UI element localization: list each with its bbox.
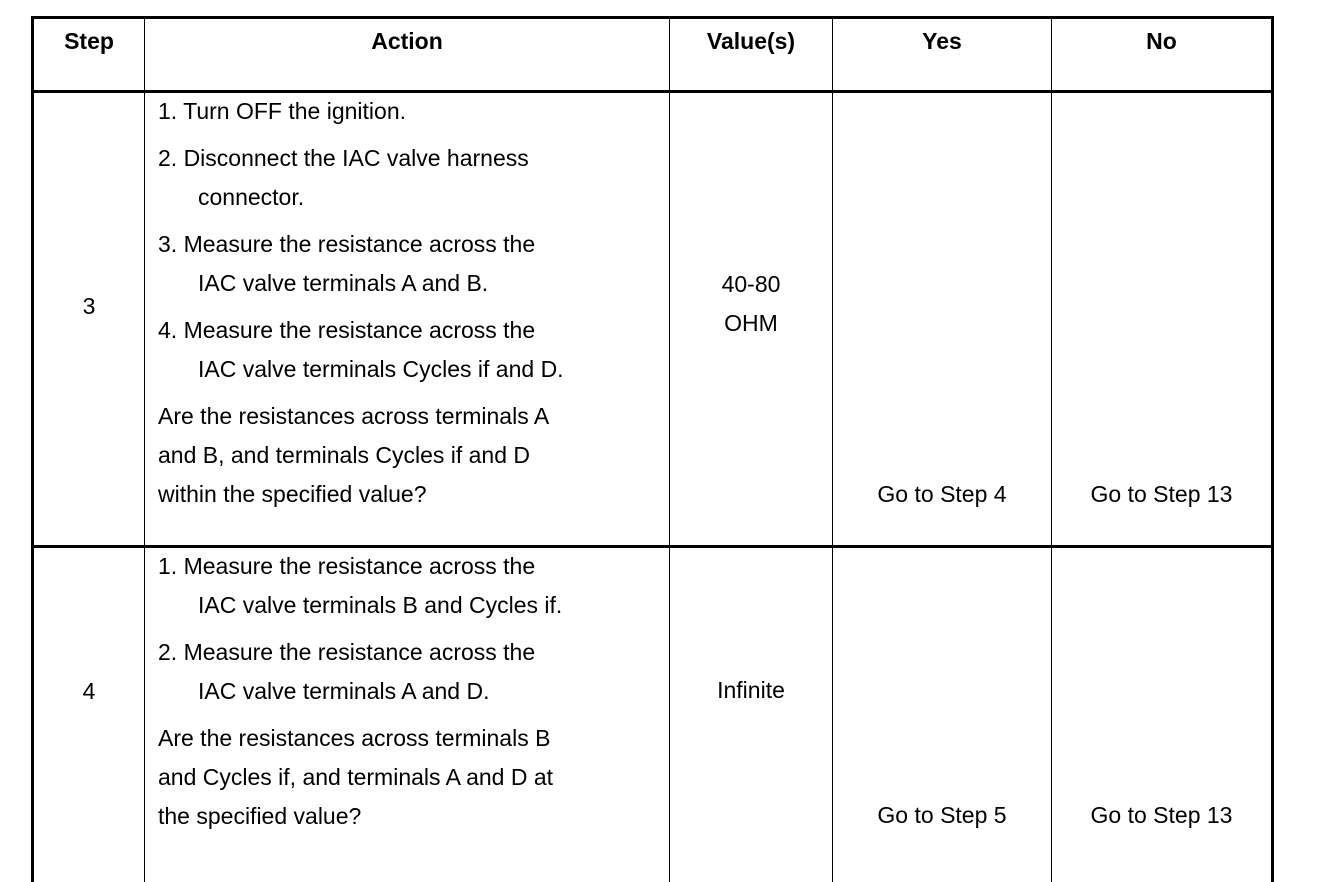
action-text-continued: IAC valve terminals B and Cycles if. [198, 592, 563, 618]
column-divider [144, 16, 145, 882]
question-line: Are the resistances across terminals A [158, 403, 550, 429]
header-no: No [1146, 28, 1177, 54]
column-divider [669, 16, 670, 882]
action-question [158, 397, 663, 514]
action-item [158, 547, 663, 625]
action-item [158, 92, 663, 131]
value-cell [670, 671, 832, 710]
action-text-continued: connector. [198, 184, 305, 210]
action-text: 2. Measure the resistance across the [158, 639, 536, 665]
question-line: Are the resistances across terminals B [158, 725, 551, 751]
header-values: Value(s) [706, 28, 796, 54]
action-item [158, 139, 663, 217]
action-cell [158, 547, 663, 836]
action-question [158, 719, 663, 836]
table-left-border [31, 16, 34, 882]
yes-action: Go to Step 5 [877, 802, 1007, 828]
header-step: Step [64, 28, 114, 54]
action-text-continued: IAC valve terminals Cycles if and D. [198, 356, 564, 382]
action-text: 4. Measure the resistance across the [158, 317, 536, 343]
value-line: OHM [724, 310, 778, 336]
value-line: 40-80 [721, 271, 781, 297]
column-divider [832, 16, 833, 882]
no-action: Go to Step 13 [1090, 481, 1233, 507]
header-action: Action [371, 28, 443, 54]
action-text-continued: IAC valve terminals A and D. [198, 678, 490, 704]
action-text: 1. Measure the resistance across the [158, 553, 536, 579]
action-item [158, 633, 663, 711]
step-number: 3 [82, 292, 96, 319]
column-divider [1051, 16, 1052, 882]
question-line: the specified value? [158, 803, 362, 829]
question-line: and B, and terminals Cycles if and D [158, 442, 531, 468]
procedure-table [31, 16, 1274, 882]
no-action: Go to Step 13 [1090, 802, 1233, 828]
table-right-border [1271, 16, 1274, 882]
question-line: and Cycles if, and terminals A and D at [158, 764, 554, 790]
action-item [158, 225, 663, 303]
header-yes: Yes [922, 28, 962, 54]
action-item [158, 311, 663, 389]
question-line: within the specified value? [158, 481, 427, 507]
action-text: 3. Measure the resistance across the [158, 231, 536, 257]
step-number: 4 [82, 677, 96, 704]
action-text-continued: IAC valve terminals A and B. [198, 270, 489, 296]
value-cell [670, 265, 832, 343]
action-cell [158, 92, 663, 514]
yes-action: Go to Step 4 [877, 481, 1007, 507]
action-text: 2. Disconnect the IAC valve harness [158, 145, 529, 171]
value-line: Infinite [717, 677, 785, 703]
action-text: 1. Turn OFF the ignition. [158, 98, 407, 124]
